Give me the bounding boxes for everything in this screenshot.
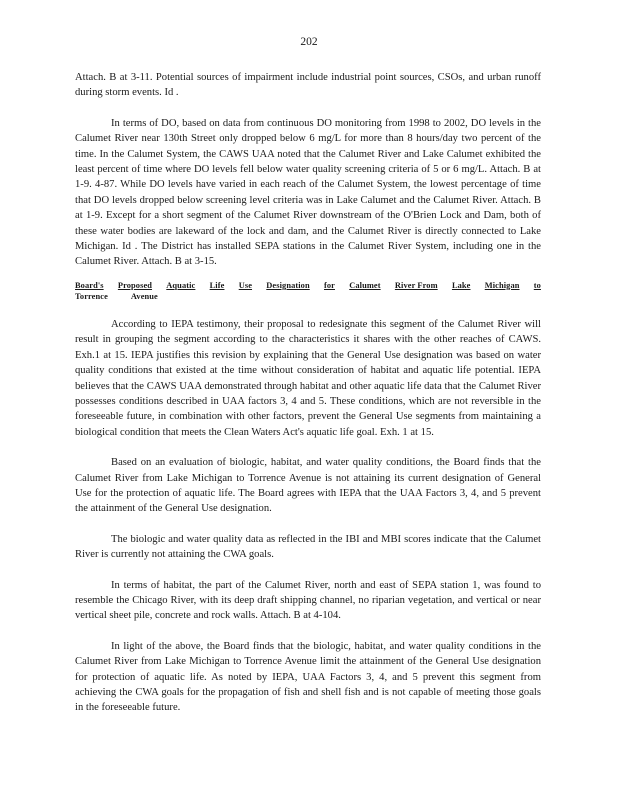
heading-word: Designation	[266, 280, 310, 290]
document-body	[75, 70, 541, 716]
heading-word: River From	[394, 280, 438, 290]
heading-word: for	[323, 280, 335, 290]
page-number: 202	[300, 36, 318, 48]
heading-word: Use	[238, 280, 253, 290]
heading-word: Torrence	[75, 291, 108, 301]
section-heading-line-1	[75, 280, 541, 291]
section-heading-line-2	[75, 291, 171, 302]
paragraph-4: Based on an evaluation of biologic, habitat, and water quality conditions, the Board finds that the Calumet River from Lake Michigan to Torrence Avenue is not attaining its current designation of General Use for the protection of aquatic life. The Board agrees with IEPA that the UAA Factors 3, 4, and 5 prevent the attainment of the General Use designation.	[75, 457, 541, 515]
heading-word: Michigan	[484, 280, 520, 290]
paragraph-2: In terms of DO, based on data from continuous DO monitoring from 1998 to 2002, DO levels in the Calumet River near 130th Street only dropped below 6 mg/L for more than 8 hours/day two percent of the time. In the Calumet System, the CAWS UAA noted that the Calumet River and Lake Calumet exhibited the least percent of time where DO levels fell below water quality screening criteria of 5 or 6 mg/L. Attach. B at 1-9. 4-87. While DO levels have varied in each reach of the Calumet System, the lowest percentage of time that DO levels dropped below screening level criteria was in Lake Calumet and the Calumet River. Attach. B at 1-9. Except for a short segment of the Calumet River downstream of the O'Brien Lock and Dam, both of these water bodies are lakeward of the lock and dam, and the Calumet River is directly connected to Lake Michigan. Id . The District has installed SEPA stations in the Calumet River System, including one in the Calumet River. Attach. B at 3-15.	[75, 117, 541, 268]
paragraph-3: According to IEPA testimony, their proposal to redesignate this segment of the Calumet River will result in grouping the segment according to the characteristics it shares with the other reaches of CAWS. Exh.1 at 15. IEPA justifies this revision by explaining that the General Use designation was based on water quality conditions that existed at the time without consideration of habitat and aquatic life potential. IEPA believes that the CAWS UAA demonstrated through habitat and other aquatic life data that the Calumet River possesses conditions described in UAA factors 3, 4 and 5. These conditions, which are not reversible in the foreseeable future, in combination with other factors, prevent the General Use segments from maintaining a biological condition that meets the Clean Waters Act's aquatic life goal. Exh. 1 at 15.	[75, 318, 541, 438]
heading-word: Proposed	[117, 280, 153, 290]
heading-word: Lake	[451, 280, 471, 290]
paragraph-6: In terms of habitat, the part of the Calumet River, north and east of SEPA station 1, was found to resemble the Chicago River, with its deep draft shipping channel, no riparian vegetation, and vertical or near vertical sheet pile, concrete and rock walls. Attach. B at 4-104.	[75, 579, 541, 622]
heading-word: Avenue	[130, 291, 158, 301]
paragraph-1: Attach. B at 3-11. Potential sources of impairment include industrial point sources, CSOs, and urban runoff during storm events. Id .	[75, 72, 541, 99]
heading-word: Life	[209, 280, 225, 290]
paragraph-7: In light of the above, the Board finds that the biologic, habitat, and water quality conditions in the Calumet River from Lake Michigan to Torrence Avenue limit the attainment of the General Use designation for protection of aquatic life. As noted by IEPA, UAA Factors 3, 4, and 5 prevent this segment from achieving the CWA goals for the propagation of fish and shell fish and is not capable of meeting those goals in the foreseeable future.	[75, 640, 541, 714]
section-heading	[75, 280, 541, 302]
heading-word: Aquatic	[166, 280, 196, 290]
heading-word: Calumet	[349, 280, 381, 290]
paragraph-5: The biologic and water quality data as reflected in the IBI and MBI scores indicate that the Calumet River is currently not attaining the CWA goals.	[75, 533, 541, 561]
heading-word: to	[533, 280, 541, 290]
heading-word: Board's	[75, 280, 104, 290]
